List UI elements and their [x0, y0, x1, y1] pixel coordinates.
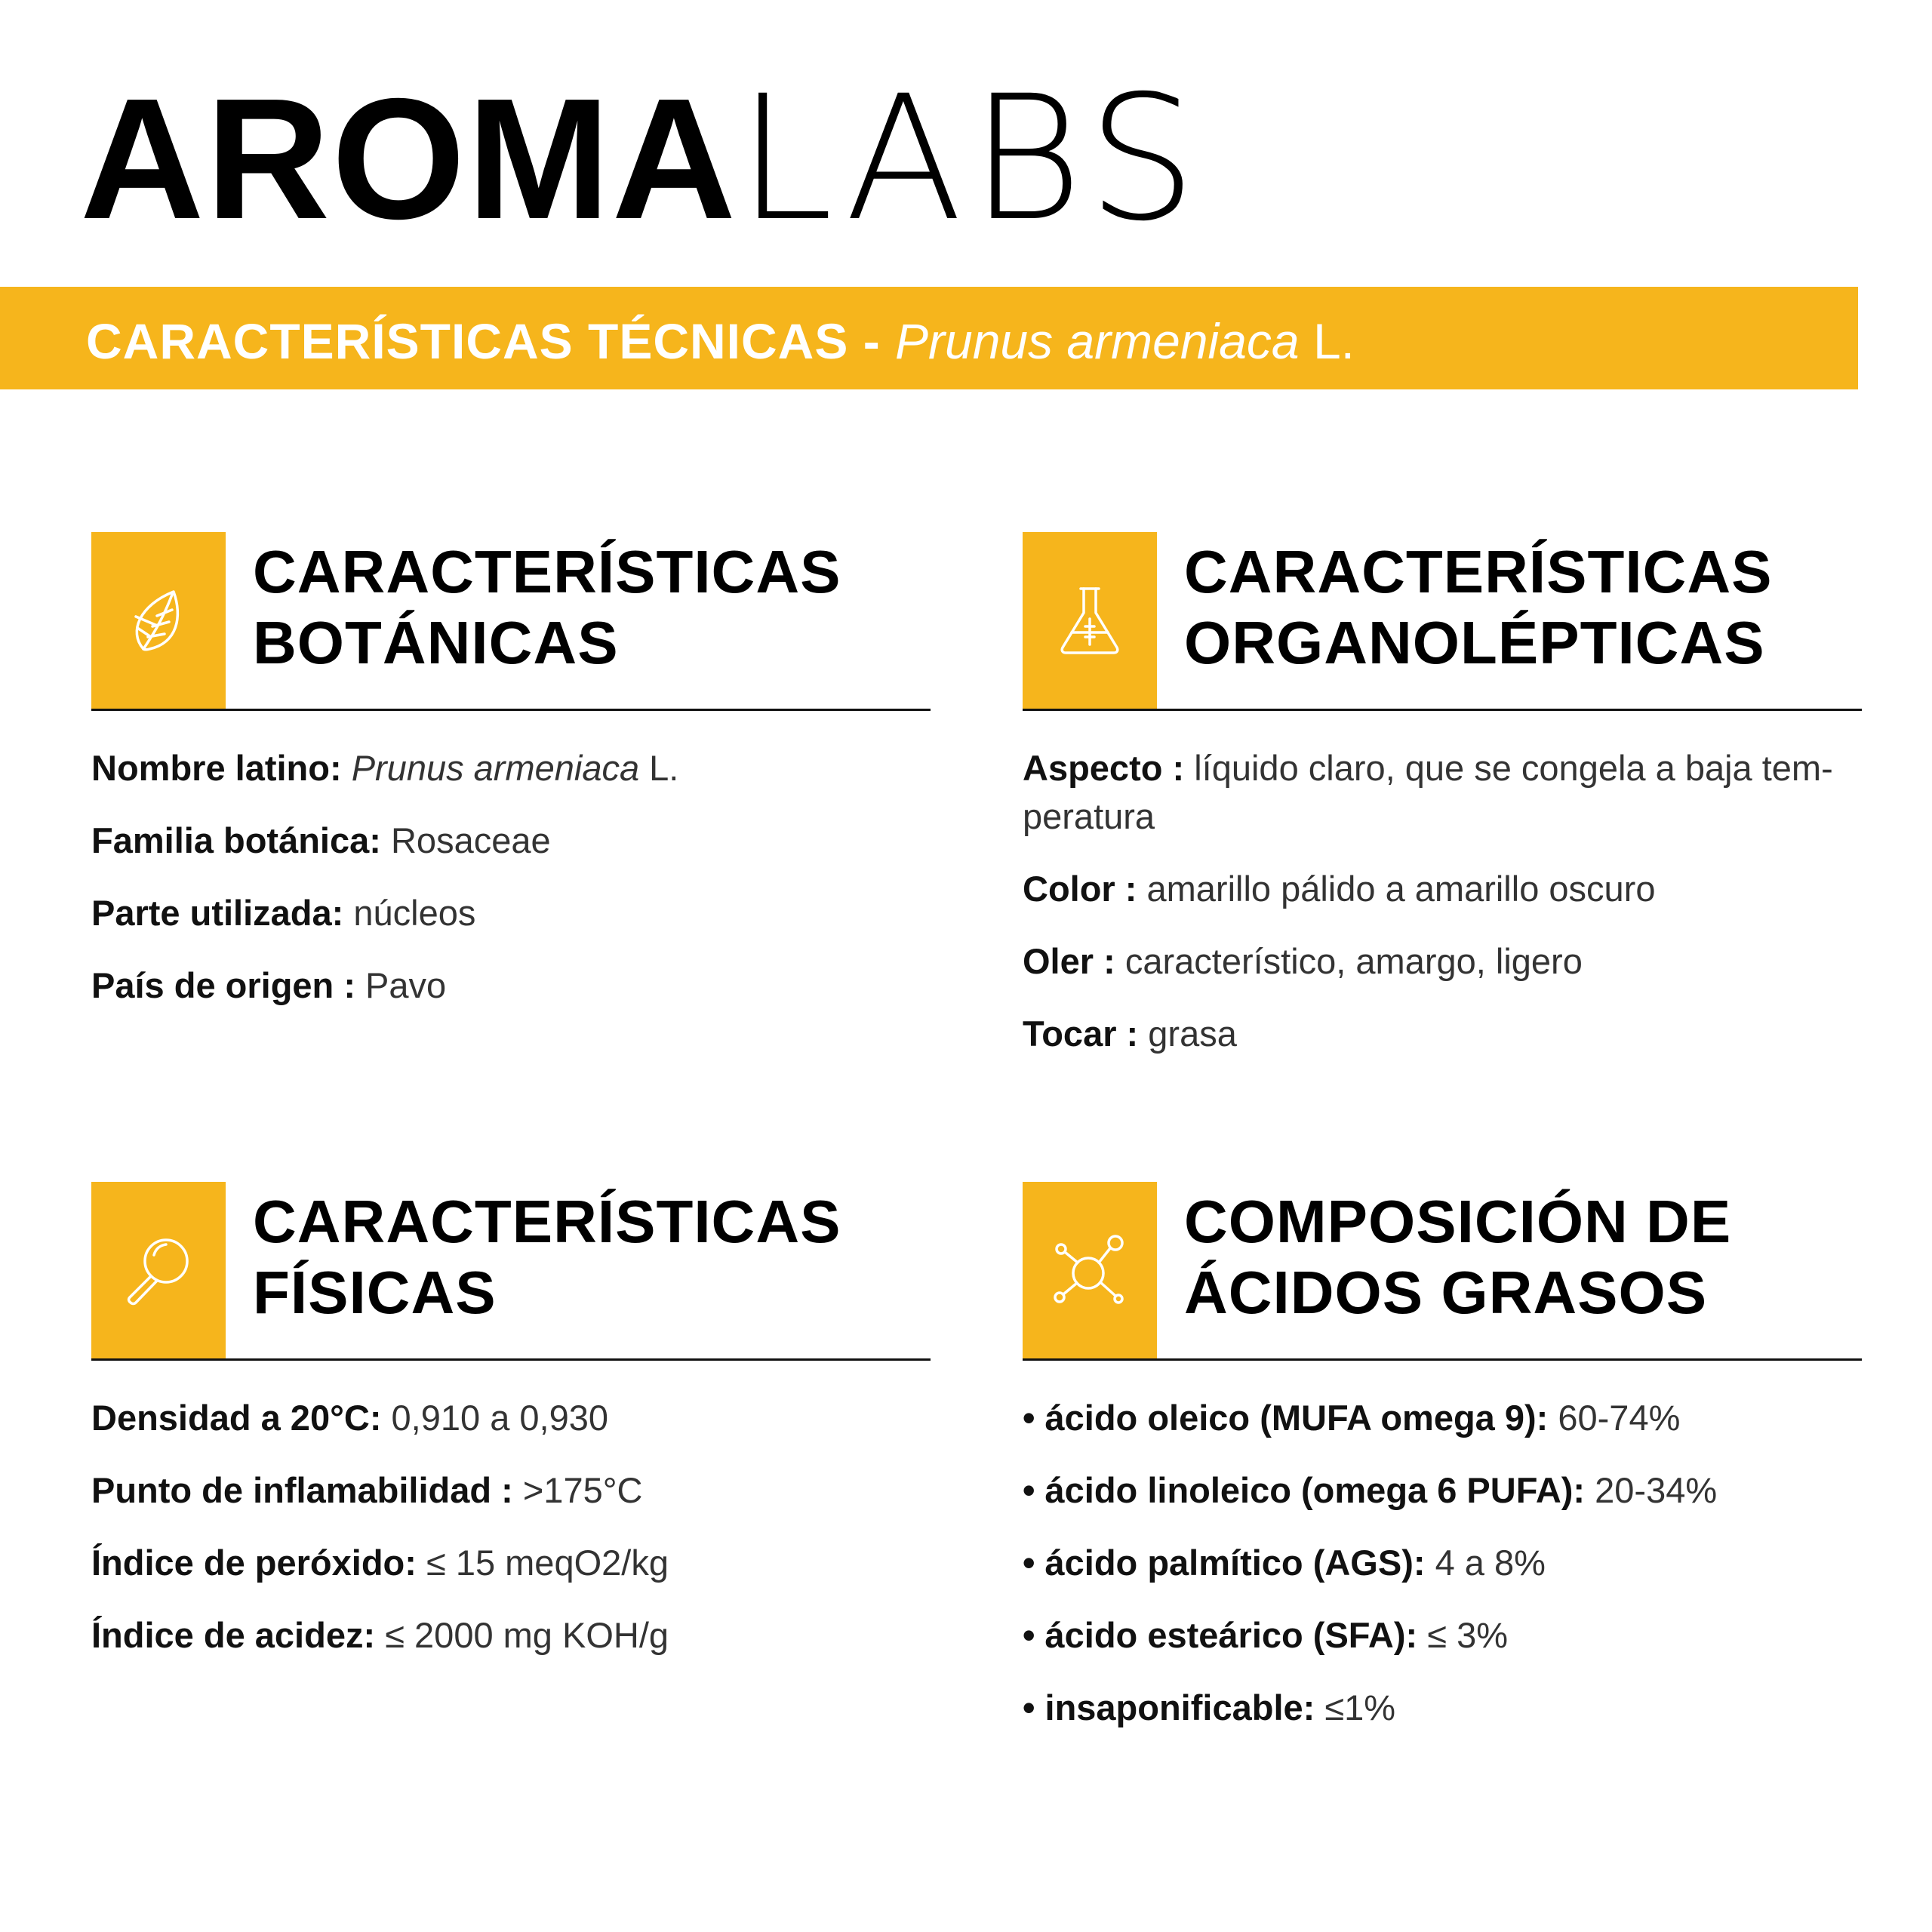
item-value: 20-34% — [1595, 1470, 1718, 1510]
section-title-line1: CARACTERÍSTICAS — [1184, 538, 1773, 605]
brand-logo — [80, 58, 1204, 259]
icon-box — [91, 1182, 226, 1358]
item-key: Familia botánica: — [91, 820, 381, 860]
list-item — [1023, 1010, 1862, 1058]
item-key: • ácido palmítico (AGS): — [1023, 1543, 1426, 1583]
section-title — [253, 1186, 841, 1328]
banner-title-italic: Prunus armeniaca — [895, 313, 1300, 369]
section-title-line1: CARACTERÍSTICAS — [253, 538, 841, 605]
list-item — [1023, 1684, 1862, 1732]
list-item — [91, 744, 931, 792]
section-title — [253, 537, 841, 678]
list-item — [1023, 744, 1862, 841]
item-value: 60-74% — [1558, 1398, 1681, 1438]
list-item — [91, 817, 931, 865]
item-value: >175°C — [522, 1470, 643, 1510]
item-key: Oler : — [1023, 941, 1115, 981]
item-value: Rosaceae — [390, 820, 551, 860]
item-value: ≤ 2000 mg KOH/g — [385, 1615, 669, 1655]
icon-box — [1023, 1182, 1157, 1358]
brand-name-bold: AROMA — [80, 63, 738, 255]
item-value-italic: Prunus armeniaca — [351, 748, 640, 788]
list-item — [91, 961, 931, 1010]
item-key: Punto de inflamabilidad : — [91, 1470, 513, 1510]
section-header — [91, 532, 931, 711]
list-item — [91, 1466, 931, 1515]
list-item — [91, 1611, 931, 1660]
item-value: ≤ 15 meqO2/kg — [426, 1543, 669, 1583]
icon-box — [1023, 532, 1157, 709]
section-botanical — [91, 532, 931, 1034]
list-item — [91, 889, 931, 937]
list-item — [1023, 1611, 1862, 1660]
item-value: ≤ 3% — [1427, 1615, 1509, 1655]
item-key: • ácido oleico (MUFA omega 9): — [1023, 1398, 1549, 1438]
item-key: Índice de acidez: — [91, 1615, 376, 1655]
item-list — [1023, 1394, 1862, 1732]
list-item — [91, 1394, 931, 1442]
banner-title-suffix: L. — [1299, 313, 1355, 369]
item-value: Pavo — [365, 965, 447, 1005]
item-key: Color : — [1023, 869, 1137, 909]
item-key: Aspecto : — [1023, 748, 1185, 788]
molecule-icon — [1052, 1232, 1128, 1308]
list-item — [91, 1539, 931, 1587]
item-key: Nombre latino: — [91, 748, 342, 788]
section-title-line2: ORGANOLÉPTICAS — [1184, 609, 1765, 676]
item-key: Parte utilizada: — [91, 893, 344, 933]
section-header — [91, 1182, 931, 1361]
banner-title — [86, 314, 1355, 368]
section-title-line1: COMPOSICIÓN DE — [1184, 1188, 1732, 1255]
section-title-line2: BOTÁNICAS — [253, 609, 619, 676]
list-item — [1023, 937, 1862, 986]
item-value: líquido claro, que se congela a baja tem- — [1194, 748, 1833, 788]
item-list — [1023, 744, 1862, 1058]
banner-title-bold: CARACTERÍSTICAS TÉCNICAS - — [86, 313, 896, 369]
section-header — [1023, 532, 1862, 711]
item-key: • insaponificable: — [1023, 1687, 1315, 1727]
item-key: Densidad a 20°C: — [91, 1398, 382, 1438]
list-item — [1023, 1539, 1862, 1587]
item-list — [91, 1394, 931, 1660]
item-value: 0,910 a 0,930 — [391, 1398, 609, 1438]
section-organoleptic — [1023, 532, 1862, 1082]
section-header — [1023, 1182, 1862, 1361]
section-title-line2: FÍSICAS — [253, 1259, 497, 1326]
leaf-icon — [121, 583, 196, 658]
list-item — [1023, 1394, 1862, 1442]
item-value: amarillo pálido a amarillo oscuro — [1146, 869, 1656, 909]
list-item — [1023, 1466, 1862, 1515]
icon-box — [91, 532, 226, 709]
item-value-continued: peratura — [1023, 796, 1155, 836]
section-title — [1184, 537, 1772, 678]
item-value: L. — [639, 748, 679, 788]
title-banner — [0, 287, 1858, 389]
item-key: Índice de peróxido: — [91, 1543, 417, 1583]
section-title-line1: CARACTERÍSTICAS — [253, 1188, 841, 1255]
item-value: característico, amargo, ligero — [1124, 941, 1583, 981]
section-title-line2: ÁCIDOS GRASOS — [1184, 1259, 1708, 1326]
item-key: • ácido esteárico (SFA): — [1023, 1615, 1418, 1655]
section-physical — [91, 1182, 931, 1684]
section-fatty-acids — [1023, 1182, 1862, 1756]
item-key: • ácido linoleico (omega 6 PUFA): — [1023, 1470, 1586, 1510]
item-key: País de origen : — [91, 965, 355, 1005]
section-title — [1184, 1186, 1731, 1328]
item-value: ≤1% — [1324, 1687, 1396, 1727]
item-key: Tocar : — [1023, 1014, 1139, 1054]
item-value: grasa — [1148, 1014, 1237, 1054]
item-value: núcleos — [353, 893, 476, 933]
brand-name-light: LABS — [737, 58, 1204, 259]
list-item — [1023, 865, 1862, 913]
item-list — [91, 744, 931, 1010]
magnifier-icon — [121, 1232, 196, 1308]
item-value: 4 a 8% — [1435, 1543, 1546, 1583]
flask-icon — [1052, 583, 1128, 658]
